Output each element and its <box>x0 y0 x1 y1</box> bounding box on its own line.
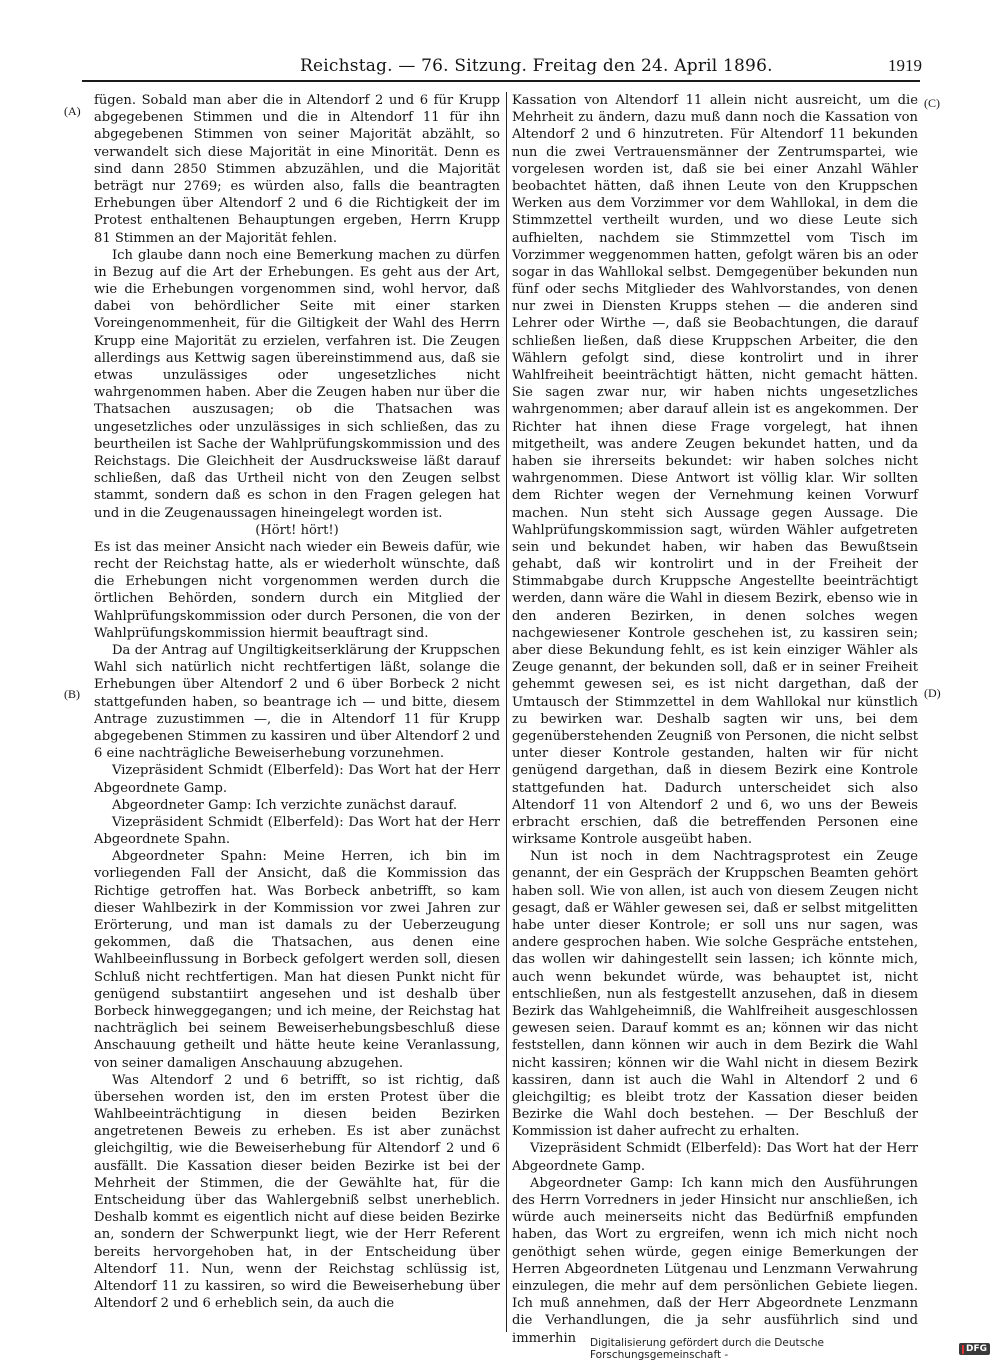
left-column <box>94 92 500 1312</box>
page-number: 1919 <box>888 56 922 75</box>
paragraph: Es ist das meiner Ansicht nach wieder ein Beweis dafür, wie recht der Reichstag hatte, als er wiederholt wünschte, daß die Erhebungen nicht vorgenommen werden durch die örtlichen Behörden, sondern durch ein Mitglied der Wahlprüfungskommission oder durch Personen, die von der Wahlprüfungskommission hiermit beauftragt sind. <box>94 539 500 641</box>
header-rule <box>82 80 920 82</box>
paragraph: Abgeordneter Gamp: Ich verzichte zunächst darauf. <box>112 797 457 813</box>
paragraph: Nun ist noch in dem Nachtragsprotest ein Zeuge genannt, der ein Gespräch der Kruppschen Beamten gehört haben soll. Wie von allen, ist auch von diesem Zeugen nicht gesagt, daß er Wähler gewesen sei, daß er selbst mitgelitten habe unter dieser Kontrole; er soll uns nur sagen, was andere gesprochen haben. Wie solche Gespräche entstehen, das wollen wir dahingestellt sein lassen; ich könnte mich, auch wenn bekundet würde, was behauptet ist, nicht entschließen, nun als festgestellt anzusehen, daß in diesem Bezirk das Wahlgeheimniß, die Wahlfreiheit ausgeschlossen gewesen seien. Darauf kommt es an; können wir das nicht feststellen, dann können wir auch in dem Bezirk die Wahl nicht kassiren; können wir die Wahl nicht in diesem Bezirk kassiren, dann ist auch die Wahl in Altendorf 2 und 6 gleichgiltig; es bleibt trotz der Kassation dieser beiden Bezirke die Wahl doch bestehen. — Der Beschluß der Kommission ist daher aufrecht zu erhalten. <box>512 849 918 1140</box>
margin-marker-c: (C) <box>924 96 940 110</box>
paragraph: Abgeordneter Spahn: Meine Herren, ich bin im vorliegenden Fall der Ansicht, daß die Kommission das Richtige getroffen hat. Was Borbeck anbetrifft, so kam dieser Wahlbezirk in der Kommission vor zwei Jahren zur Erörterung, und man ist damals zu der Ueberzeugung gekommen, daß die Thatsachen, aus denen eine Wahlbeeinflussung in Borbeck gefolgert werden soll, diesen Schluß nicht rechtfertigen. Man hat diesen Punkt nicht für genügend substantiirt angesehen und ist deshalb über Borbeck hinweggegangen; und ich meine, der Reichstag hat nachträglich bei seinem Beweiserhebungsbeschluß diese Anschauung getheilt und hätte heute keine Veranlassung, von seiner damaligen Anschauung abzugehen. <box>94 849 500 1071</box>
running-title: Reichstag. — 76. Sitzung. Freitag den 24. April 1896. <box>300 56 773 76</box>
paragraph: Abgeordneter Gamp: Ich kann mich den Ausführungen des Herrn Vorredners in jeder Hinsicht nur anschließen, ich würde auch meinerseits nicht das Bedürfniß empfunden haben, das Wort zu ergreifen, wenn ich mich nicht noch genöthigt sehen würde, gegen einige Bemerkungen der Herren Abgeordneten Lütgenau und Lenzmann Verwahrung einzulegen, die mehr auf dem persönlichen Gebiete liegen. Ich muß annehmen, daß der Herr Abgeordnete Lenzmann die Verhandlungen, die ja sehr ausführlich sind und immerhin <box>512 1175 918 1346</box>
column-divider <box>506 92 507 1332</box>
footer <box>590 1337 990 1361</box>
margin-marker-b: (B) <box>64 687 80 701</box>
paragraph: Kassation von Altendorf 11 allein nicht ausreicht, um die Mehrheit zu ändern, dazu muß dann noch die Kassation von Altendorf 2 und 6 hinzutreten. Für Altendorf 11 bekunden nun die zwei Vertrauensmänner der Zentrumspartei, wie vorgelesen worden ist, daß sie bei einer Anzahl Wähler beobachtet hätten, daß ihnen Leute von den Kruppschen Werken aus dem Vorzimmer vor dem Wahllokal, in dem die Stimmzettel vertheilt wurden, und wo diese Leute sich aufhielten, nachdem sie Stimmzettel vom Tisch im Vorzimmer weggenommen hatten, gefolgt wären bis an oder sogar in das Wahllokal selbst. Demgegenüber bekunden nun fünf oder sechs Mitglieder des Wahlvorstandes, von denen nur zwei in Diensten Krupps stehen — die anderen sind Lehrer oder Wirthe —, daß sie Beobachtungen, die darauf schließen ließen, daß diese Kruppschen Arbeiter, die den Wählern gefolgt sind, diese kontrolirt und in ihrer Wahlfreiheit beeinträchtigt hätten, nicht gemacht hätten. Sie sagen zwar nur, wir haben nichts ungesetzliches wahrgenommen; aber darauf allein ist es angekommen. Der Richter hat ihnen diese Frage vorgelegt, hat ihnen mitgetheilt, was andere Zeugen bekundet hatten, und da haben sie ihrerseits bekundet: wir haben solches nicht wahrgenommen. Diese Antwort ist völlig klar. Wir sollten dem Richter wegen der Vernehmung keinen Vorwurf machen. Nun steht sich Aussage gegen Aussage. Die Wahlprüfungskommission sagt, würden Wähler aufgetreten sein und bekundet haben, wir haben das Bewußtsein gehabt, daß wir kontrolirt und in der Freiheit der Stimmabgabe durch Kruppsche Angestellte beeinträchtigt werden, dann wäre die Wahl in diesem Bezirk, ebenso wie in den anderen Bezirken, in denen solches wegen nachgewiesener Kontrole geschehen ist, zu kassiren sein; aber diese Bekundung fehlt, es ist kein einziger Wähler als Zeuge genannt, der bekunden soll, daß er in seiner Freiheit gehemmt gewesen sei, es ist nicht dargethan, daß der Umtausch der Stimmzettel in dem Wahllokal nur künstlich zu bewirken war. Deshalb sagten wir uns, bei dem gegenüberstehenden Zeugniß von Personen, die nicht selbst unter dieser Kontrole gestanden, halten wir für nicht genügend dargethan, daß in diesem Bezirk eine Kontrole stattgefunden hat. Dadurch unterscheidet sich also Altendorf 11 von Altendorf 2 und 6, wo uns der Beweis erbracht erschien, daß die betreffenden Personen eine wirksame Kontrole ausgeübt haben. <box>512 93 918 848</box>
dfg-logo-icon <box>959 1343 990 1355</box>
margin-marker-d: (D) <box>924 686 941 700</box>
paragraph: Vizepräsident Schmidt (Elberfeld): Das Wort hat der Herr Abgeordnete Spahn. <box>94 814 500 848</box>
paragraph: Was Altendorf 2 und 6 betrifft, so ist richtig, daß übersehen worden ist, den im ersten Protest über die Wahlbeeinträchtigung in diesen beiden Bezirken angetretenen Beweis zu erheben. Es ist aber zunächst gleichgiltig, wie die Beweiserhebung für Altendorf 2 und 6 ausfällt. Die Kassation dieser beiden Bezirke ist bei der Mehrheit der Stimmen, die der Gewählte hat, für die Entscheidung über das Wahlergebniß selbst unerheblich. Deshalb kommt es eigentlich nicht auf diese beiden Bezirke an, sondern der Schwerpunkt liegt, wie der Herr Referent bereits hervorgehoben hat, in der Entscheidung über Altendorf 11. Nun, wenn der Reichstag schlüssig ist, Altendorf 11 zu kassiren, so wird die Beweiserhebung über Altendorf 2 und 6 erheblich sein, da auch die <box>94 1072 500 1312</box>
paragraph: Vizepräsident Schmidt (Elberfeld): Das Wort hat der Herr Abgeordnete Gamp. <box>94 763 500 796</box>
paragraph: Da der Antrag auf Ungiltigkeitserklärung der Kruppschen Wahl sich natürlich nicht rechtfertigen läßt, solange die Erhebungen über Altendorf 2 und 6 über Borbeck 2 nicht stattgefunden haben, so beantrage ich — und bitte, diesem Antrage zuzustimmen —, die in Altendorf 11 für Krupp abgegebenen Stimmen zu kassiren und über Altendorf 2 und 6 eine nachträgliche Beweiserhebung vorzunehmen. <box>94 643 500 762</box>
footer-credit: Digitalisierung gefördert durch die Deutsche Forschungsgemeinschaft - <box>590 1337 824 1361</box>
right-column <box>512 92 918 1347</box>
paragraph: fügen. Sobald man aber die in Altendorf 2 und 6 für Krupp abgegebenen Stimmen und die in Altendorf 11 für ihn abgegebenen Stimmen von seiner Majorität abzählt, so verwandelt sich diese Majorität in eine Minorität. Denn es sind dann 2850 Stimmen abzuzählen, und die Majorität beträgt nur 2769; es würden also, falls die beantragten Erhebungen über Altendorf 2 und 6 die Richtigkeit der im Protest enthaltenen Behauptungen ergeben, Herrn Krupp 81 Stimmen an der Majorität fehlen. <box>94 93 500 246</box>
paragraph: Ich glaube dann noch eine Bemerkung machen zu dürfen in Bezug auf die Art der Erhebungen. Es geht aus der Art, wie die Erhebungen vorgenommen sind, wohl hervor, daß dabei von behördlicher Seite mit einer starken Voreingenommenheit, für die Giltigkeit der Wahl des Herrn Krupp eine Majorität zu erzielen, verfahren ist. Die Zeugen allerdings aus Kettwig sagen übereinstimmend aus, daß sie etwas unzulässiges oder ungesetzliches nicht wahrgenommen haben. Aber die Zeugen haben nur über die Thatsachen auszusagen; ob die Thatsachen was ungesetzliches oder unzulässiges in sich schließen, das zu beurtheilen ist Sache der Wahlprüfungskommission und des Reichstags. Die Gleichheit der Ausdrucksweise läßt darauf schließen, daß das Urtheil nicht von den Zeugen selbst stammt, sondern daß es schon in den Fragen gelegen hat und in die Zeugenaussagen hineingelegt worden ist. <box>94 247 500 521</box>
dfg-logo-text: DFG <box>965 1344 987 1354</box>
paragraph: (Hört! hört!) <box>255 522 339 538</box>
margin-marker-a: (A) <box>64 104 81 118</box>
paragraph: Vizepräsident Schmidt (Elberfeld): Das Wort hat der Herr Abgeordnete Gamp. <box>512 1141 918 1174</box>
